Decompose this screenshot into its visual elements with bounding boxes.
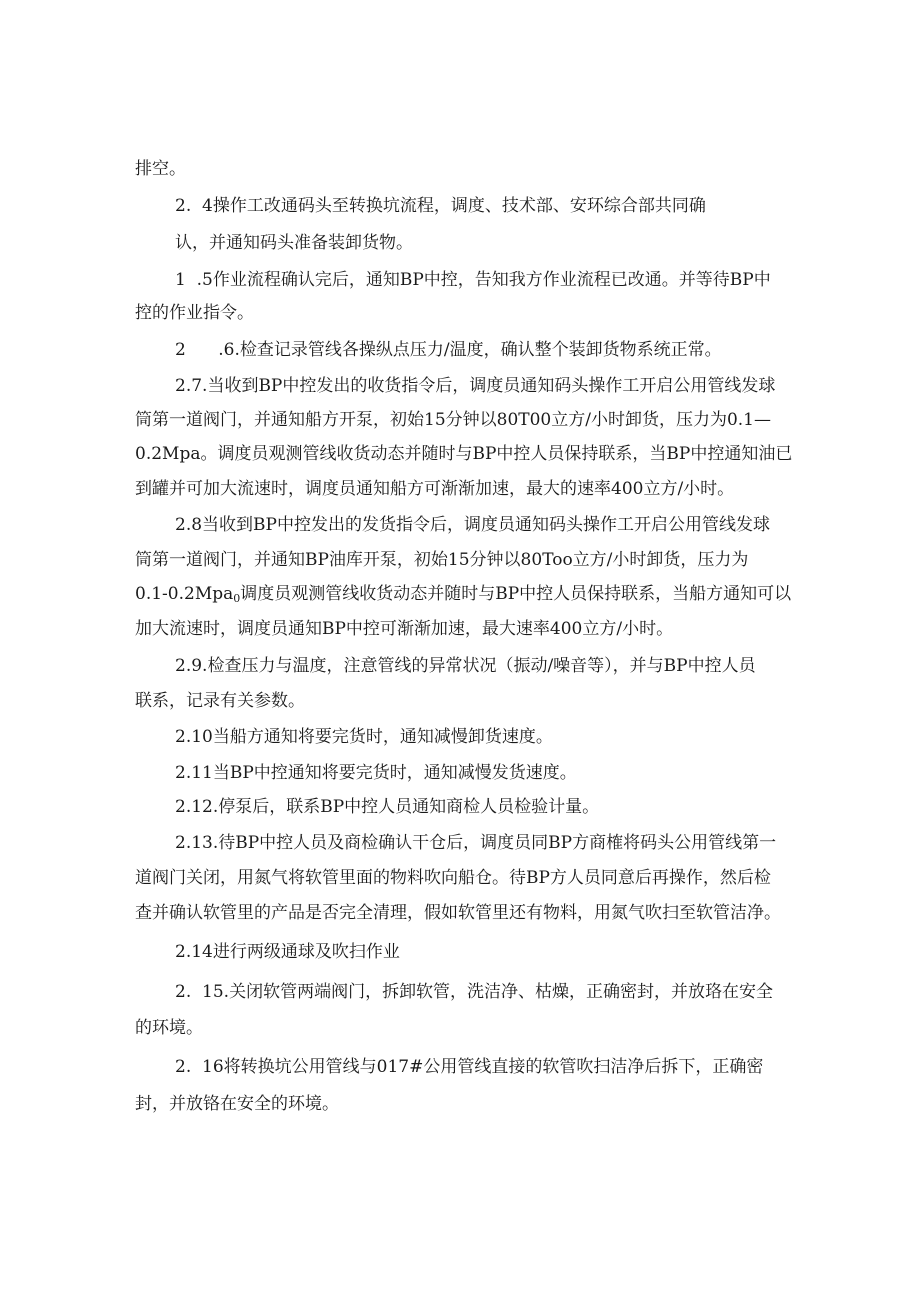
text-tail: 调度员观测管线收货动态并随时与BP中控人员保持联系，当船方通知可以 — [240, 584, 792, 604]
text-line: 2. 4操作工改通码头至转换坑流程，调度、技术部、安环综合部共同确 — [175, 196, 706, 216]
text-line: 2. 16将转换坑公用管线与017#公用管线直接的软管吹扫洁净后拆下，正确密 — [175, 1057, 764, 1077]
text-line: 2.12.停泵后，联系BP中控人员通知商检人员检验计量。 — [175, 797, 600, 817]
text-line: 筒第一道阀门，并通知BP油库开泵，初始15分钟以80Too立方/小时卸货，压力为 — [135, 550, 749, 570]
text-line: 2.10当船方通知将要完货时，通知减慢卸货速度。 — [175, 727, 553, 747]
text-line: 2 .6.检查记录管线各操纵点压力/温度，确认整个装卸货物系统正常。 — [175, 340, 722, 360]
text-line: 2.9.检查压力与温度，注意管线的异常状况（振动/噪音等），并与BP中控人员 — [175, 656, 756, 676]
text-line: 加大流速时，调度员通知BP中控可渐渐加速，最大速率400立方/小时。 — [135, 619, 674, 639]
text-line: 2.13.待BP中控人员及商检确认干仓后，调度员同BP方商榷将码头公用管线第一 — [175, 833, 777, 853]
text-line: 联系，记录有关参数。 — [135, 691, 305, 711]
text-line: 的环境。 — [135, 1018, 203, 1038]
text-line: 查并确认软管里的产品是否完全清理，假如软管里还有物料，用氮气吹扫至软管洁净。 — [135, 903, 781, 923]
text-line: 筒第一道阀门，并通知船方开泵，初始15分钟以80T00立方/小时卸货，压力为0.1— — [135, 410, 771, 430]
text-line: 2. 15.关闭软管两端阀门，拆卸软管，洗洁净、枯燥，正确密封，并放珞在安全 — [175, 982, 774, 1002]
text-line: 封，并放铬在安全的环境。 — [135, 1094, 339, 1114]
text-line — [135, 584, 791, 609]
text-line: 2.8当收到BP中控发出的发货指令后，调度员通知码头操作工开启公用管线发球 — [175, 515, 770, 535]
text-line: 0.2Mpa。调度员观测管线收货动态并随时与BP中控人员保持联系，当BP中控通知油已 — [135, 444, 793, 464]
text-line: 2.11当BP中控通知将要完货时，通知减慢发货速度。 — [175, 763, 577, 783]
text-line: 排空。 — [135, 159, 186, 179]
text-line: 道阀门关闭，用氮气将软管里面的物料吹向船仓。待BP方人员同意后再操作，然后检 — [135, 868, 771, 888]
text-subscript: 0 — [233, 592, 241, 605]
text-line: 控的作业指令。 — [135, 303, 254, 323]
text-line: 认，并通知码头准备装卸货物。 — [175, 233, 413, 253]
text-line: 1 .5作业流程确认完后，通知BP中控，告知我方作业流程已改通。并等待BP中 — [175, 270, 771, 290]
text-line: 到罐并可加大流速时，调度员通知船方可渐渐加速，最大的速率400立方/小时。 — [135, 479, 735, 499]
text-head: 0.1-0.2Mpa — [135, 584, 234, 604]
text-line: 2.14进行两级通球及吹扫作业 — [175, 942, 400, 962]
text-line: 2.7.当收到BP中控发出的收货指令后，调度员通知码头操作工开启公用管线发球 — [175, 376, 776, 396]
